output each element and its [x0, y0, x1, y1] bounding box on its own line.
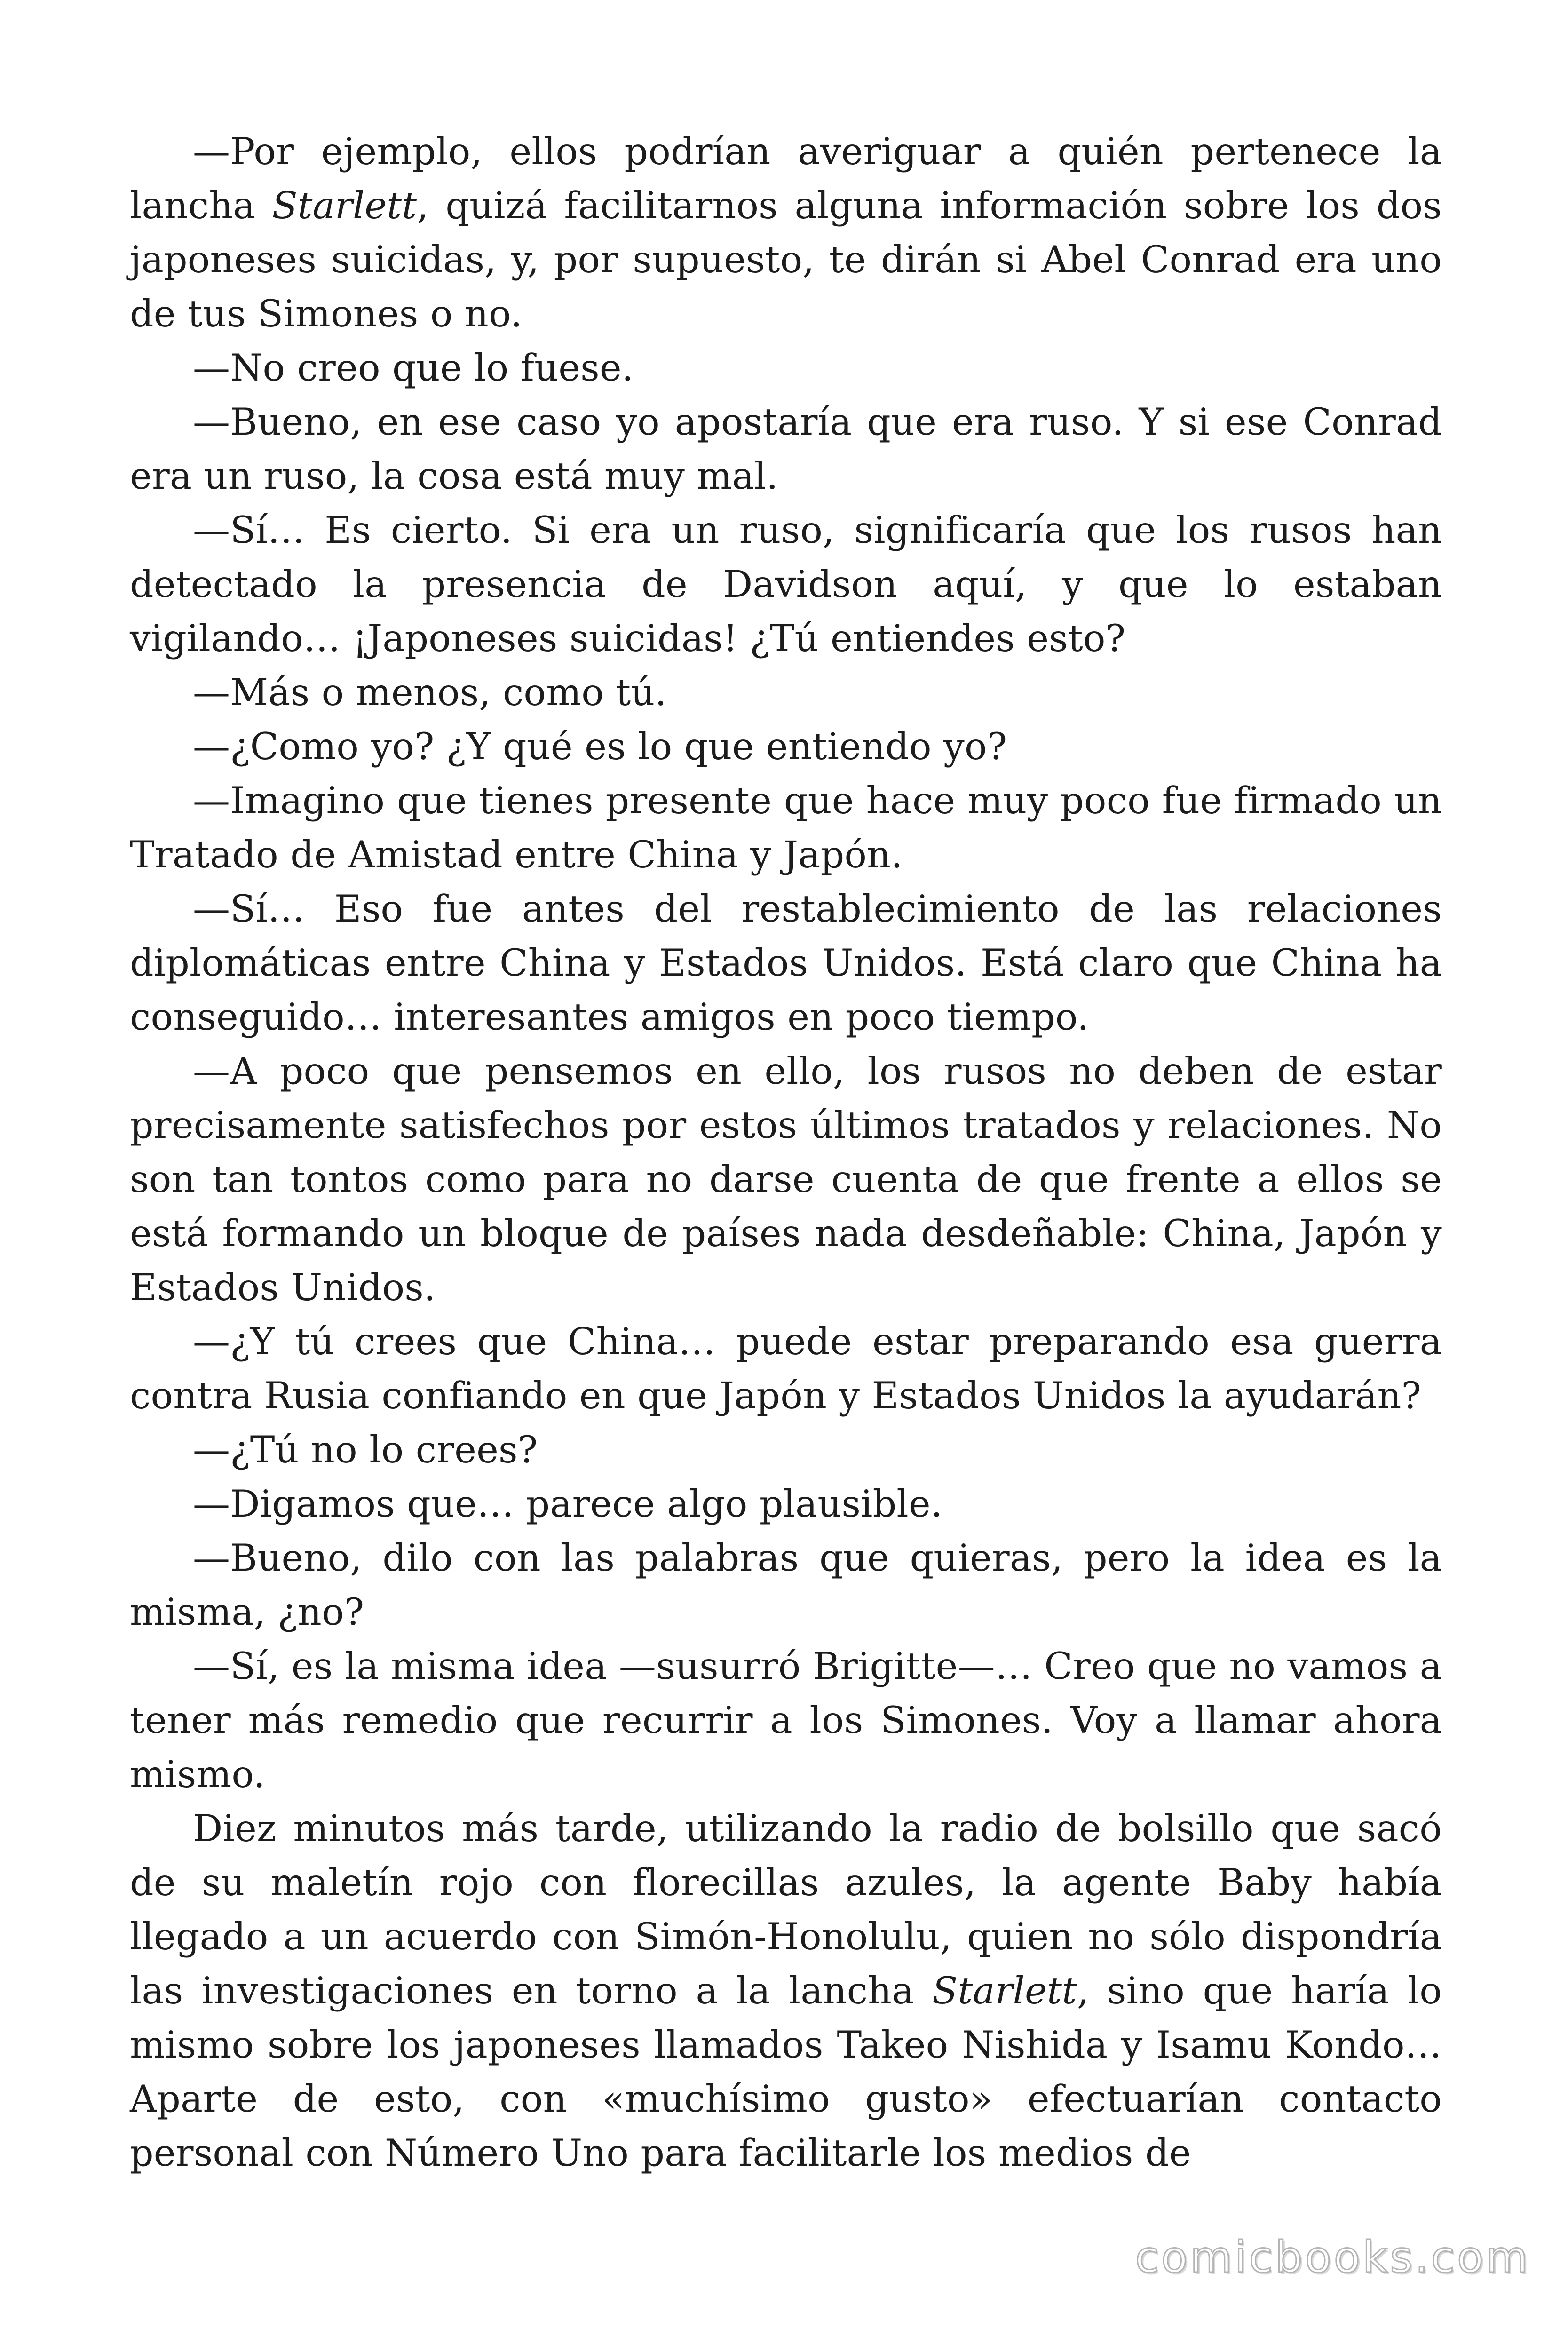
paragraph: [130, 1639, 1442, 1802]
paragraph: [130, 666, 1442, 720]
italic-text: Starlett: [932, 1969, 1077, 2012]
text-run: —¿Y tú crees que China… puede estar preparando esa guerra contra Rusia confiando en que Japón y Estados Unidos la ayudarán?: [130, 1320, 1442, 1417]
body-text: [130, 125, 1442, 2180]
paragraph: [130, 341, 1442, 395]
text-run: —Bueno, en ese caso yo apostaría que era ruso. Y si ese Conrad era un ruso, la cosa está muy mal.: [130, 400, 1442, 498]
paragraph: [130, 1044, 1442, 1315]
paragraph: [130, 1423, 1442, 1477]
italic-text: Starlett: [272, 184, 417, 227]
text-run: , quizá facilitarnos alguna información sobre los dos japoneses suicidas, y, por supuesto, te dirán si Abel Conrad era uno de tus Simones o no.: [130, 184, 1442, 335]
text-run: —Bueno, dilo con las palabras que quieras, pero la idea es la misma, ¿no?: [130, 1536, 1442, 1634]
paragraph: [130, 774, 1442, 882]
paragraph: [130, 1315, 1442, 1423]
paragraph: [130, 503, 1442, 666]
text-run: —¿Como yo? ¿Y qué es lo que entiendo yo?: [193, 725, 1007, 768]
paragraph: [130, 1477, 1442, 1531]
text-run: Diez minutos más tarde, utilizando la radio de bolsillo que sacó de su maletín rojo con florecillas azules, la agente Baby había llegado a un acuerdo con Simón-Honolulu, quien no sólo dispondría las investigaciones en torno a la lancha: [130, 1807, 1442, 2012]
paragraph: [130, 1802, 1442, 2180]
text-run: —Sí… Eso fue antes del restablecimiento de las relaciones diplomáticas entre China y Estados Unidos. Está claro que China ha conseguido… interesantes amigos en poco tiempo.: [130, 887, 1442, 1039]
text-run: —Sí… Es cierto. Si era un ruso, significaría que los rusos han detectado la presencia de Davidson aquí, y que lo estaban vigilando… ¡Japoneses suicidas! ¿Tú entiendes esto?: [130, 509, 1442, 660]
text-run: —No creo que lo fuese.: [193, 346, 634, 389]
text-run: , sino que haría lo mismo sobre los japoneses llamados Takeo Nishida y Isamu Kondo… Aparte de esto, con «muchísimo gusto» efectuarían contacto personal con Número Uno para facilitarle los medios de: [130, 1969, 1442, 2175]
text-run: —¿Tú no lo crees?: [193, 1428, 538, 1471]
text-run: —Imagino que tienes presente que hace muy poco fue firmado un Tratado de Amistad entre China y Japón.: [130, 779, 1442, 876]
paragraph: [130, 1531, 1442, 1639]
watermark-logo: comicbooks.com: [1135, 2232, 1530, 2282]
text-run: —Sí, es la misma idea —susurró Brigitte—… Creo que no vamos a tener más remedio que recurrir a los Simones. Voy a llamar ahora mismo.: [130, 1645, 1442, 1796]
paragraph: [130, 882, 1442, 1044]
paragraph: [130, 395, 1442, 503]
paragraph: [130, 720, 1442, 774]
text-run: —Digamos que… parece algo plausible.: [193, 1482, 943, 1526]
text-run: —Por ejemplo, ellos podrían averiguar a quién pertenece la lancha: [130, 130, 1442, 227]
text-run: —Más o menos, como tú.: [193, 671, 667, 714]
paragraph: [130, 125, 1442, 341]
text-run: —A poco que pensemos en ello, los rusos no deben de estar precisamente satisfechos por estos últimos tratados y relaciones. No son tan tontos como para no darse cuenta de que frente a ellos se está formando un bloque de países nada desdeñable: China, Japón y Estados Unidos.: [130, 1049, 1442, 1309]
